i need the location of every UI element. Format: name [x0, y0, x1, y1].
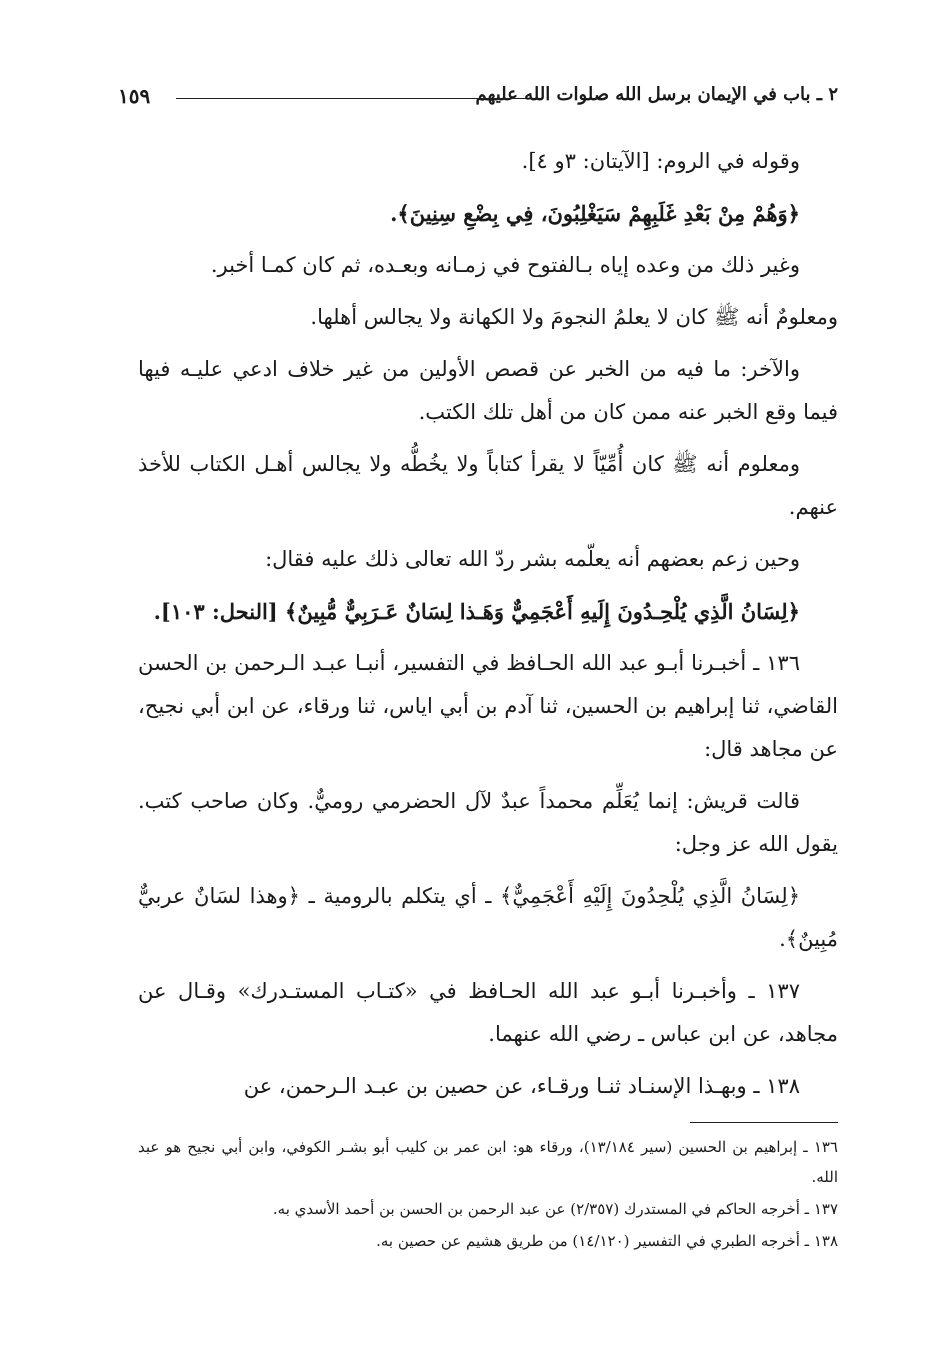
footnote-divider [690, 1122, 838, 1123]
quran-verse-commentary: ﴿لِسَانُ الَّذِي يُلْحِدُونَ إِلَيْهِ أَعْجَمِيٌّ﴾ ـ أي يتكلم بالرومية ـ ﴿وهذا لسَانٌ عربيٌّ مُبِينٌ﴾. [138, 884, 838, 951]
paragraph-stories-of-ancients: والآخر: ما فيه من الخبر عن قصص الأولين من غير خلاف ادعي عليـه فيها فيما وقع الخبر عنه ممن كان من أهل تلك الكتب. [138, 357, 838, 424]
paragraph-stars-divination: ومعلومٌ أنه ﷺ كان لا يعلمُ النجومَ ولا الكهانة ولا يجالس أهلها. [310, 305, 838, 329]
footnote-137: ١٣٧ ـ أخرجه الحاكم في المستدرك (٢/٣٥٧) عن عبد الرحمن بن الحسن بن أحمد الأسدي به. [272, 1200, 838, 1218]
header-rule [176, 98, 526, 99]
footnote-138: ١٣٨ ـ أخرجه الطبري في التفسير (١٤/١٢٠) من طريق هشيم عن حصين به. [376, 1232, 838, 1250]
paragraph-conquests: وغير ذلك من وعده إياه بـالفتوح في زمـانه وبعـده، ثم كان كمـا أخبر. [210, 253, 800, 277]
quran-verse-rum: ﴿وَهُمْ مِنْ بَعْدِ غَلَبِهِمْ سَيَغْلِبُونَ، فِي بِضْعِ سِنِينَ﴾. [390, 201, 800, 226]
footnotes [138, 1132, 838, 1258]
page-number: ١٥٩ [118, 84, 151, 108]
paragraph-quraysh: قالت قريش: إنما يُعَلِّم محمداً عبدٌ لآل الحضرمي روميٌّ. وكان صاحب كتب. يقول الله عز وجل: [138, 789, 838, 856]
hadith-138: ١٣٨ ـ وبهـذا الإسنـاد ثنـا ورقـاء، عن حصين بن عبـد الـرحمن، عن [243, 1074, 800, 1098]
hadith-136: ١٣٦ ـ أخبـرنا أبـو عبد الله الحـافظ في التفسير، أنبـا عبـد الـرحمن بن الحسن القاضي، ثنا إبراهيم بن الحسين، ثنا آدم بن أبي اياس، ثنا ورقاء، عن ابن أبي نجيح، عن مجاهد قال: [138, 651, 838, 761]
quran-verse-nahl: ﴿لِسَانُ الَّذِي يُلْحِـدُونَ إِلَيهِ أَعْجَمِيٌّ وَهَـذا لِسَانٌ عَـرَبِيٌّ مُّبِينٌ﴾ [النحل: ١٠٣]. [153, 599, 800, 624]
chapter-title: ٢ ـ باب في الإيمان برسل الله صلوات الله عليهم [475, 84, 838, 105]
footnote-136: ١٣٦ ـ إبراهيم بن الحسين (سير ١٣/١٨٤)، ورقاء هو: ابن عمر بن كليب أبو بشـر الكوفي، وابن أبي نجيح هو عبد الله. [138, 1138, 838, 1186]
paragraph-rum-verse-ref: وقوله في الروم: [الآيتان: ٣و ٤]. [521, 149, 800, 173]
paragraph-claim-taught: وحين زعم بعضهم أنه يعلّمه بشر ردّ الله تعالى ذلك عليه فقال: [265, 547, 800, 571]
hadith-137: ١٣٧ ـ وأخبـرنا أبـو عبد الله الحـافظ في «كتـاب المستـدرك» وقـال عن مجاهد، عن ابن عباس ـ رضي الله عنهما. [138, 979, 838, 1046]
paragraph-unlettered: ومعلوم أنه ﷺ كان أُمِّيّاً لا يقرأ كتاباً ولا يخُطُّه ولا يجالس أهـل الكتاب للأخذ عنهم. [138, 452, 838, 519]
main-text [138, 140, 838, 1117]
running-header [118, 82, 838, 112]
